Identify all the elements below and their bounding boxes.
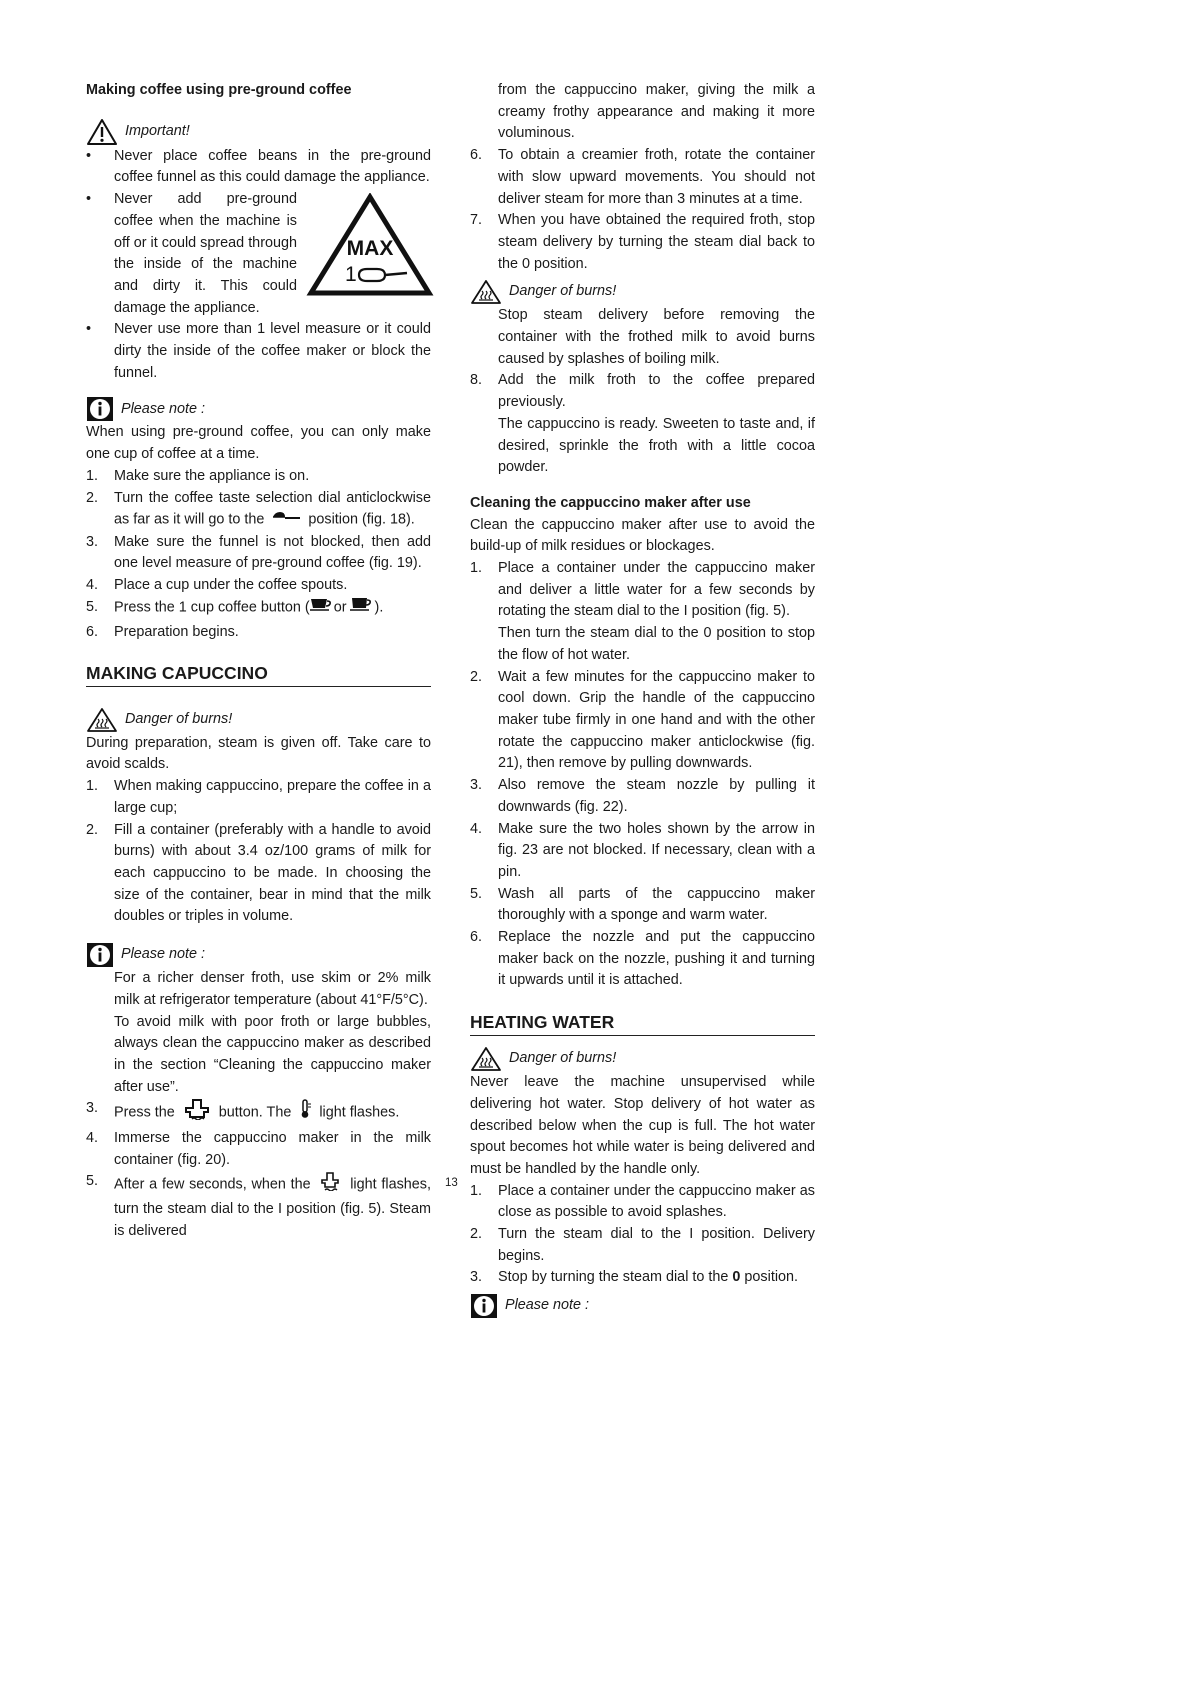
important-note [86,118,431,146]
hot-surface-warning-icon [470,279,502,305]
step-item: 6. Replace the nozzle and put the cappuccino maker back on the nozzle, pushing it and turning it upwards until it is attached. [470,929,815,989]
steam-light-icon [318,1171,342,1199]
continued-text: from the cappuccino maker, giving the milk a creamy frothy appearance and making it more voluminous. [498,82,815,142]
thermometer-icon [298,1099,312,1127]
step-item: 5. After a few seconds, when the light flashes, turn the steam dial to the I position (fig. 5). Steam is delivered [86,1173,432,1239]
danger-burns-label: Danger of burns! [509,1050,617,1067]
step-item: 4. Place a cup under the coffee spouts. [86,577,348,594]
right-column [470,80,815,1319]
bullet-item: • Never place coffee beans in the pre-ground coffee funnel as this could damage the appliance. [86,147,431,186]
step-item: 3. Also remove the steam nozzle by pulling it downwards (fig. 22). [470,777,815,815]
danger-burns-label: Danger of burns! [509,283,617,300]
cleaning-title: Cleaning the cappuccino maker after use [470,494,751,511]
note-text: When using pre-ground coffee, you can only make one cup of coffee at a time. [86,424,431,463]
danger-burns-note [470,1046,815,1072]
please-note [470,1293,815,1319]
page-number: 13 [445,1177,458,1189]
step-item: 4. Immerse the cappuccino maker in the milk container (fig. 20). [86,1130,431,1168]
please-note-label: Please note : [121,400,206,417]
step-item: 1. Place a container under the cappuccino maker as close as possible to avoid splashes. [470,1182,815,1221]
please-note-label: Please note : [505,1297,590,1314]
please-note [86,396,431,422]
burns-text: Stop steam delivery before removing the container with the frothed milk to avoid burns caused by splashes of boiling milk. [498,307,815,367]
section-title-preground: Making coffee using pre-ground coffee [86,82,352,98]
one-cup-icon [310,597,332,619]
danger-burns-note [86,707,431,733]
max-measure-icon [305,193,435,298]
step-item: 3. Press the button. The light flashes. [86,1098,431,1128]
step-item: 2. Fill a container (preferably with a handle to avoid burns) with about 3.4 oz/100 grams of milk for each cappuccino to be made. In choosing the size of the container, bear in mind that the milk doubles or triples in volume. [86,821,431,925]
step-item: 3. Make sure the funnel is not blocked, then add one level measure of pre-ground coffee (fig. 19). [86,533,431,572]
hot-surface-warning-icon [86,707,118,733]
info-icon [86,396,114,422]
step-item: 2. Wait a few minutes for the cappuccino maker to cool down. Grip the handle of the cappuccino maker tube firmly in one hand and with the other rotate the cappuccino maker anticlockwise (fig. 21), then remove by pulling downwards. [470,668,815,772]
step-item: 7. When you have obtained the required froth, stop steam delivery by turning the steam dial back to the 0 position. [470,212,815,272]
hot-surface-warning-icon [470,1046,502,1072]
step-item: 1. Place a container under the cappuccino maker and deliver a little water for a few seconds by rotating the steam dial to the I position (fig. 5). [470,560,815,620]
heading-making-capuccino: MAKING CAPUCCINO [86,661,431,687]
ground-coffee-measure-icon [271,509,301,531]
note-text: To avoid milk with poor froth or large bubbles, always clean the cappuccino maker as described in the section “Cleaning the cappuccino maker after use”. [114,1013,431,1095]
step-item: 2. Turn the coffee taste selection dial anticlockwise as far as it will go to the position (fig. 18). [86,488,431,532]
step-extra-text: Then turn the steam dial to the 0 position to stop the flow of hot water. [498,625,815,663]
step-extra-text: The cappuccino is ready. Sweeten to taste and, if desired, sprinkle the froth with a little cocoa powder. [498,415,815,476]
step-item: 6. Preparation begins. [86,624,239,641]
step-item: 5. Wash all parts of the cappuccino maker thoroughly with a sponge and warm water. [470,885,815,924]
danger-burns-note [470,279,815,305]
one-cup-long-icon [350,597,372,619]
please-note [86,942,431,968]
warning-triangle-icon [86,118,118,146]
step-item: 1. When making cappuccino, prepare the coffee in a large cup; [86,778,431,816]
bullet-item: • Never add pre-ground coffee when the machine is off or it could spread through the inside of the machine and dirty it. This could damage the appliance. [86,191,297,316]
info-icon [470,1293,498,1319]
bullet-item: • Never use more than 1 level measure or it could dirty the inside of the coffee maker or block the funnel. [86,321,431,381]
max-measure-block [86,189,431,384]
note-text: For a richer denser froth, use skim or 2% milk milk at refrigerator temperature (about 41°F/5°C). [114,970,431,1008]
danger-burns-label: Danger of burns! [125,710,233,727]
step-item: 2. Turn the steam dial to the I position. Delivery begins. [470,1226,815,1264]
info-icon [86,942,114,968]
cleaning-intro: Clean the cappuccino maker after use to avoid the build-up of milk residues or blockages. [470,516,815,555]
step-item: 8. Add the milk froth to the coffee prepared previously. [470,372,815,411]
steam-button-icon [182,1098,212,1128]
step-item: 6. To obtain a creamier froth, rotate the container with slow upward movements. You should not deliver steam for more than 3 minutes at a time. [470,147,815,207]
please-note-label: Please note : [121,946,206,963]
left-column [86,80,431,1243]
max-measure-count: 1 [345,263,357,287]
burns-text: Never leave the machine unsupervised while delivering hot water. Stop delivery of hot water as described below when the cup is full. The hot water spout becomes hot while water is being delivered and must be handled by the handle only. [470,1074,815,1177]
burns-text: During preparation, steam is given off. Take care to avoid scalds. [86,734,431,773]
step-item: 1. Make sure the appliance is on. [86,467,310,484]
step-item: 4. Make sure the two holes shown by the arrow in fig. 23 are not blocked. If necessary, clean with a pin. [470,820,815,880]
important-label: Important! [125,122,190,139]
max-label: MAX [346,237,394,261]
step-item: 5. Press the 1 cup coffee button ( or ). [86,597,431,619]
heading-heating-water: HEATING WATER [470,1010,815,1036]
step-item: 3. Stop by turning the steam dial to the 0 position. [470,1269,799,1286]
